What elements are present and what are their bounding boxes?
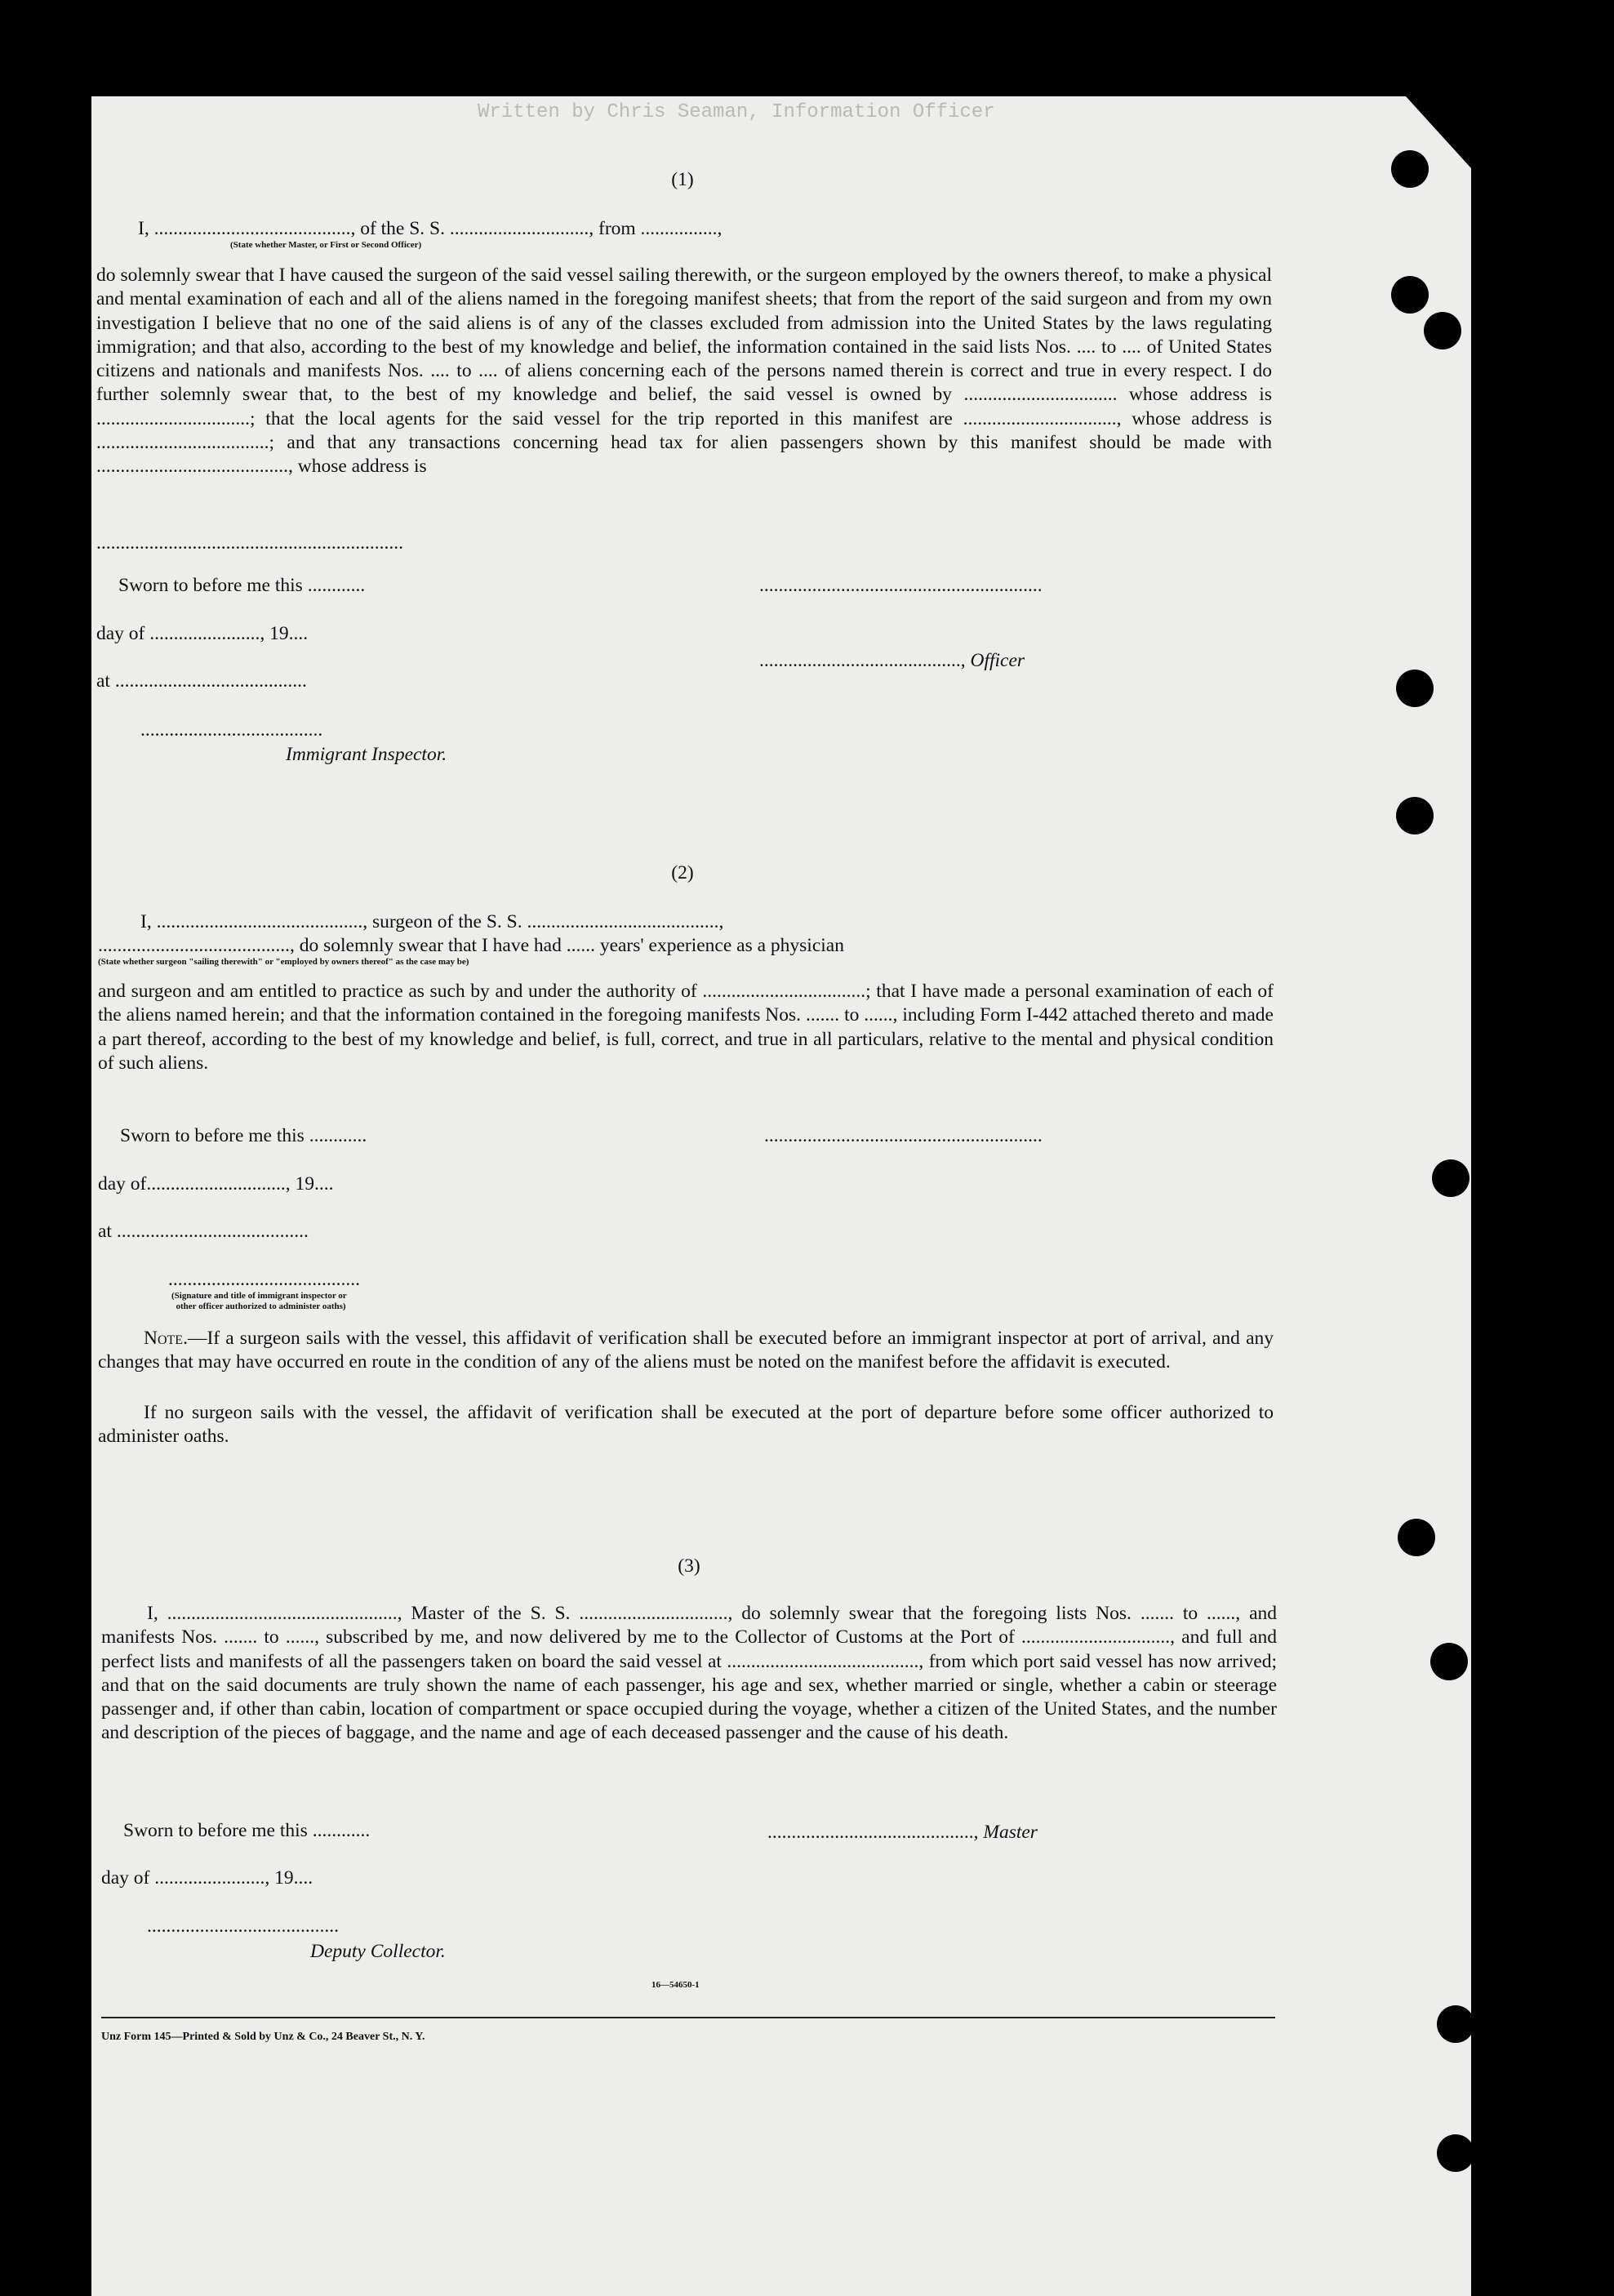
section2-signature-caption: (Signature and title of immigrant inspector or other officer authorized to administer oaths) bbox=[171, 1291, 347, 1311]
section2-second-line: ........................................, do solemnly swear that I have had ...... years' experience as a physician bbox=[98, 935, 844, 956]
punch-hole bbox=[1424, 312, 1461, 349]
punch-hole bbox=[1391, 150, 1429, 188]
deputy-collector-label: Deputy Collector. bbox=[310, 1941, 446, 1962]
section2-at-line: at ........................................ bbox=[98, 1221, 309, 1242]
section2-sworn-dots: .......................................................... bbox=[764, 1125, 1043, 1146]
section3-number: (3) bbox=[678, 1555, 700, 1577]
section2-note: Note.—If a surgeon sails with the vessel, this affidavit of verification shall be executed before an immigrant inspector at port of arrival, and any changes that may have occurred en route in the condition of any of the aliens must be noted on the manifest before the affidavit is executed. bbox=[98, 1328, 1274, 1373]
section1-officer-line: .........................................., Officer bbox=[759, 650, 1025, 671]
section1-at-line: at ........................................ bbox=[96, 670, 307, 692]
punch-hole bbox=[1396, 797, 1434, 834]
section1-oath-text: do solemnly swear that I have caused the surgeon of the said vessel sailing therewith, or the surgeon employed by the owners thereof, to make a physical and mental examination of each and all of the aliens named in the foregoing manifest sheets; that from the report of the said surgeon and from my own investigation I believe that no one of the said aliens is of any of the classes excluded from admission into the United States by the laws regulating immigration; and that also, according to the best of my knowledge and belief, the information contained in the said lists Nos. .... to .... of United States citizens and nationals and manifests Nos. .... to .... of aliens concerning each of the persons named therein is correct and true in every respect. I do further solemnly swear that, to the best of my knowledge and belief, the said vessel is owned by ................................ whose address is ................................; that the local agents for the said vessel for the trip reported in this manifest are ................................, whose address is ....................................; and that any transactions concerning head tax for alien passengers shown by this manifest should be made with ........................................, whose address is bbox=[96, 265, 1272, 478]
punch-hole bbox=[1430, 1643, 1468, 1680]
section1-day-line: day of ......................., 19.... bbox=[96, 623, 309, 644]
note-label: Note. bbox=[144, 1328, 188, 1349]
immigrant-inspector-label: Immigrant Inspector. bbox=[286, 744, 447, 765]
section3-oath-text: I, ................................................, Master of the S. S. ..............................., do solemnly swear that the foregoing lists Nos. ....... to ......, and manifests Nos. ....... to ......, subscribed by me, and now delivered by me to the Collector of Customs at the Port of ..............................., and full and perfect lists and manifests of all the passengers taken on board the said vessel at ........................................, from which port said vessel has now arrived; and that on the said documents are truly shown the name of each passenger, his age and sex, whether married or single, whether a cabin or steerage passenger and, if other than cabin, location of compartment or space occupied during the voyage, whether a citizen of the United States, and the number and description of the pieces of baggage, and the name and age of each deceased passenger and the cause of his death. bbox=[101, 1603, 1277, 1744]
section3-day-line: day of ......................., 19.... bbox=[101, 1867, 313, 1889]
punch-hole bbox=[1396, 670, 1434, 707]
punch-hole bbox=[1437, 2134, 1474, 2172]
section1-number: (1) bbox=[671, 169, 694, 190]
section1-sworn-dots: ........................................................... bbox=[759, 575, 1043, 596]
section1-inspector-dots: ...................................... bbox=[140, 719, 323, 741]
section2-oath-text: and surgeon and am entitled to practice as such by and under the authority of ..................................; that I have made a personal examination of each of the aliens named herein; and that the information contained in the foregoing manifests Nos. ....... to ......, including Form I-442 attached thereto and made a part thereof, according to the best of my knowledge and belief, is full, correct, and true in all particulars, relative to the mental and physical condition of such aliens. bbox=[98, 981, 1274, 1074]
section3-master-line: ..........................................., Master bbox=[767, 1822, 1038, 1843]
show-through-heading: Written by Chris Seaman, Information Officer bbox=[478, 101, 995, 123]
section2-opening-line: I, ..........................................., surgeon of the S. S. ........................................, bbox=[140, 911, 724, 932]
section2-day-line: day of............................., 19.... bbox=[98, 1173, 334, 1195]
section3-deputy-dots: ........................................ bbox=[147, 1916, 339, 1937]
form-code: 16—54650-1 bbox=[651, 1980, 700, 1990]
section1-opening-line: I, ........................................., of the S. S. ............................., from ................, bbox=[138, 218, 723, 239]
printer-footer: Unz Form 145—Printed & Sold by Unz & Co., 24 Beaver St., N. Y. bbox=[101, 2031, 425, 2043]
section1-caption: (State whether Master, or First or Second Officer) bbox=[230, 240, 422, 250]
section2-note-second: If no surgeon sails with the vessel, the affidavit of verification shall be executed at the port of departure before some officer authorized to administer oaths. bbox=[98, 1402, 1274, 1448]
punch-hole bbox=[1432, 1159, 1469, 1197]
punch-hole bbox=[1437, 2005, 1474, 2043]
section1-trailing-dots: ................................................................ bbox=[96, 532, 403, 554]
section2-sworn-line: Sworn to before me this ............ bbox=[120, 1125, 367, 1146]
punch-hole bbox=[1391, 276, 1429, 314]
master-label: Master bbox=[983, 1822, 1038, 1843]
section2-caption: (State whether surgeon "sailing therewith" or "employed by owners thereof" as the case may be) bbox=[98, 957, 469, 967]
section1-sworn-line: Sworn to before me this ............ bbox=[118, 575, 366, 596]
section2-number: (2) bbox=[671, 862, 694, 883]
footer-rule bbox=[101, 2017, 1275, 2018]
section2-signature-dots: ........................................ bbox=[168, 1269, 360, 1290]
section3-sworn-line: Sworn to before me this ............ bbox=[123, 1820, 371, 1841]
punch-hole bbox=[1398, 1519, 1435, 1556]
officer-label: Officer bbox=[970, 650, 1025, 671]
